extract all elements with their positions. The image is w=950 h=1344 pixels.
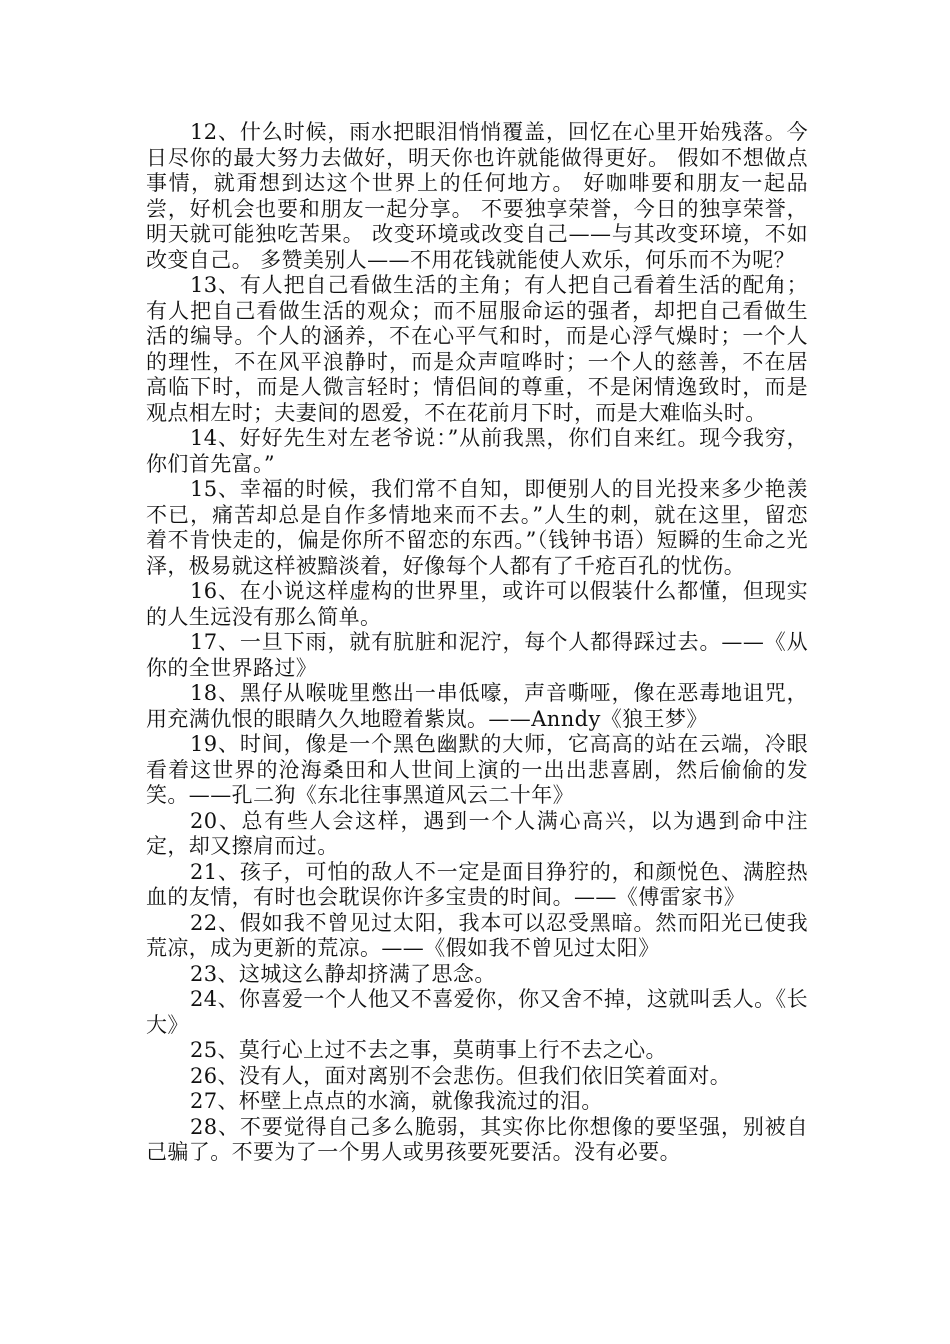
paragraph-20: 20、总有些人会这样，遇到一个人满心高兴，以为遇到命中注定，却又擦肩而过。 bbox=[146, 808, 808, 858]
paragraph-16: 16、在小说这样虚构的世界里，或许可以假装什么都懂，但现实的人生远没有那么简单。 bbox=[146, 579, 808, 629]
paragraph-14: 14、好好先生对左老爷说：”从前我黑，你们自来红。现今我穷，你们首先富。” bbox=[146, 426, 808, 476]
paragraph-25: 25、莫行心上过不去之事，莫萌事上行不去之心。 bbox=[190, 1038, 667, 1062]
paragraph-19: 19、时间，像是一个黑色幽默的大师，它高高的站在云端，冷眼看着这世界的沧海桑田和人世间上演的一出出悲喜剧，然后偷偷的发笑。——孔二狗《东北往事黑道风云二十年》 bbox=[146, 732, 808, 807]
paragraph-28: 28、不要觉得自己多么脆弱，其实你比你想像的要坚强，别被自己骗了。不要为了一个男人或男孩要死要活。没有必要。 bbox=[146, 1114, 808, 1164]
paragraph-22: 22、假如我不曾见过太阳，我本可以忍受黑暗。然而阳光已使我荒凉，成为更新的荒凉。——《假如我不曾见过太阳》 bbox=[146, 910, 808, 960]
document-body bbox=[146, 120, 808, 1166]
paragraph-23: 23、这城这么静却挤满了思念。 bbox=[190, 961, 496, 986]
paragraph-12: 12、什么时候，雨水把眼泪悄悄覆盖，回忆在心里开始残落。今日尽你的最大努力去做好，明天你也许就能做得更好。 假如不想做点事情，就甭想到达这个世界上的任何地方。 好咖啡要和朋友一起品尝，好机会也要和朋友一起分享。 不要独享荣誉，今日的独享荣誉，明天就可能独吃苦果。 改变环境或改变自己——与其改变环境，不如改变自己。 多赞美别人——不用花钱就能使人欢乐，何乐而不为呢？ bbox=[146, 120, 808, 272]
paragraph-17: 17、一旦下雨，就有肮脏和泥泞，每个人都得踩过去。——《从你的全世界路过》 bbox=[146, 630, 808, 680]
paragraph-13: 13、有人把自己看做生活的主角；有人把自己看着生活的配角；有人把自己看做生活的观众；而不屈服命运的强者，却把自己看做生活的编导。个人的涵养，不在心平气和时，而是心浮气燥时；一个人的理性，不在风平浪静时，而是众声喧哗时；一个人的慈善，不在居高临下时，而是人微言轻时；情侣间的尊重，不是闲情逸致时，而是观点相左时；夫妻间的恩爱，不在花前月下时，而是大难临头时。 bbox=[146, 273, 808, 425]
paragraph-15: 15、幸福的时候，我们常不自知，即便别人的目光投来多少艳羡不已，痛苦却总是自作多情地来而不去。”人生的刺，就在这里，留恋着不肯快走的，偏是你所不留恋的东西。”（钱钟书语）短瞬的生命之光泽，极易就这样被黯淡着，好像每个人都有了千疮百孔的忧伤。 bbox=[146, 477, 808, 578]
paragraph-21: 21、孩子，可怕的敌人不一定是面目狰狞的，和颜悦色、满腔热血的友情，有时也会耽误你许多宝贵的时间。——《傅雷家书》 bbox=[146, 859, 808, 909]
paragraph-26: 26、没有人，面对离别不会悲伤。但我们依旧笑着面对。 bbox=[190, 1063, 732, 1088]
paragraph-27: 27、杯壁上点点的水滴，就像我流过的泪。 bbox=[190, 1089, 603, 1113]
paragraph-24: 24、你喜爱一个人他又不喜爱你，你又舍不掉，这就叫丢人。《长大》 bbox=[146, 987, 808, 1037]
paragraph-18: 18、黑仔从喉咙里憋出一串低嚎，声音嘶哑，像在恶毒地诅咒，用充满仇恨的眼睛久久地瞪着紫岚。——Anndy《狼王梦》 bbox=[146, 681, 808, 731]
